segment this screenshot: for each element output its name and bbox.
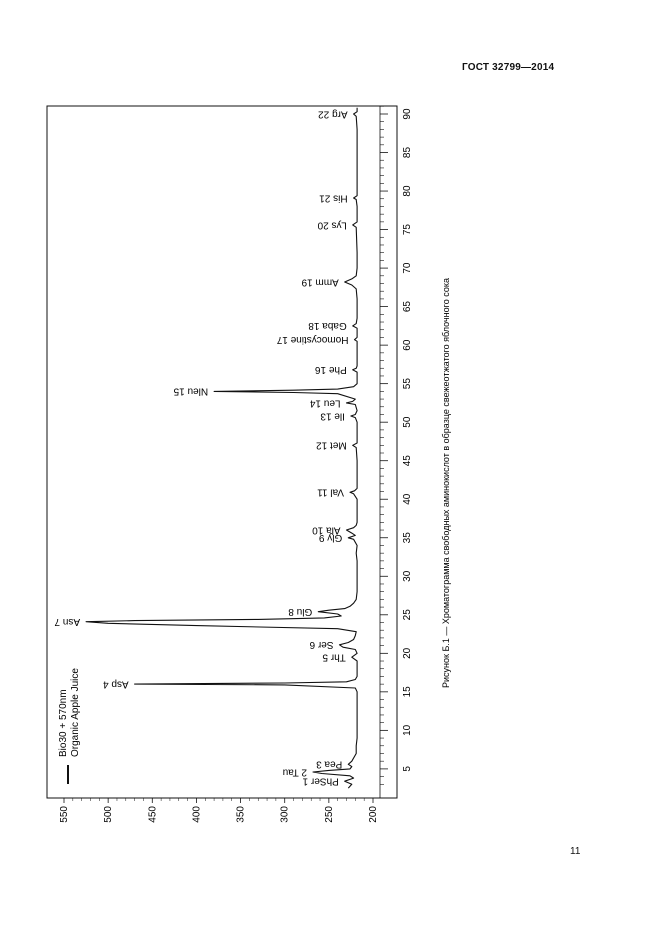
- peak-label-21: Arg 22: [318, 108, 348, 120]
- y-tick-label-350: 350: [235, 806, 247, 823]
- peak-label-1: 2 Tau: [282, 766, 307, 778]
- x-tick-label-35: 35: [402, 532, 413, 544]
- axis-ticks-group: [59, 106, 413, 822]
- plot-frame: [47, 106, 397, 798]
- x-tick-label-75: 75: [402, 224, 413, 236]
- x-tick-label-65: 65: [402, 301, 413, 313]
- y-tick-label-450: 450: [147, 806, 159, 823]
- peak-label-12: Ile 13: [320, 410, 345, 422]
- y-tick-label-550: 550: [59, 806, 70, 823]
- x-tick-label-80: 80: [402, 185, 413, 197]
- x-tick-label-45: 45: [402, 455, 413, 467]
- peak-label-13: Leu 14: [309, 397, 341, 409]
- x-tick-label-15: 15: [402, 686, 413, 698]
- peak-label-6: Asn 7: [54, 616, 81, 628]
- x-tick-label-25: 25: [402, 609, 413, 621]
- x-tick-label-70: 70: [402, 262, 413, 274]
- x-tick-label-10: 10: [402, 724, 413, 736]
- peak-label-11: Met 12: [316, 439, 347, 451]
- x-tick-label-5: 5: [402, 766, 413, 772]
- peak-label-17: Gaba 18: [308, 320, 347, 332]
- x-tick-label-30: 30: [402, 570, 413, 582]
- legend-entry-1: Organic Apple Juice: [70, 668, 81, 757]
- peak-label-4: Thr 5: [322, 651, 346, 663]
- legend-entry-0: Bio30 + 570nm: [58, 689, 69, 757]
- peak-label-0: PhSer 1: [302, 775, 339, 787]
- peak-label-3: Asp 4: [103, 678, 129, 690]
- peak-label-18: Amm 19: [301, 276, 339, 288]
- peak-label-16: Homocystine 17: [276, 334, 349, 346]
- peak-label-7: Glu 8: [288, 606, 313, 618]
- x-tick-label-50: 50: [402, 416, 413, 428]
- x-tick-label-60: 60: [402, 339, 413, 351]
- peak-label-10: Val 11: [317, 486, 345, 498]
- page-number: 11: [570, 846, 581, 857]
- x-tick-label-20: 20: [402, 647, 413, 659]
- y-tick-label-200: 200: [368, 806, 379, 823]
- peak-label-19: Lys 20: [317, 219, 347, 231]
- y-tick-label-250: 250: [323, 806, 335, 823]
- y-tick-label-300: 300: [279, 806, 291, 823]
- peak-label-5: Ser 6: [309, 639, 334, 651]
- peak-label-20: His 21: [319, 192, 348, 204]
- x-tick-label-55: 55: [402, 378, 413, 390]
- x-tick-label-85: 85: [402, 146, 413, 159]
- standard-number: ГОСТ 32799—2014: [462, 62, 555, 73]
- plot-frame-group: [47, 106, 397, 798]
- peak-label-14: Nleu 15: [173, 385, 209, 397]
- peak-label-2: Pea 3: [316, 758, 343, 770]
- y-tick-label-500: 500: [103, 806, 115, 823]
- peak-label-15: Phe 16: [314, 364, 347, 376]
- x-tick-label-40: 40: [402, 493, 413, 505]
- peak-label-8: Gly 9: [318, 532, 343, 544]
- x-tick-label-90: 90: [402, 108, 413, 120]
- peak-label-9: Ala 10: [312, 524, 341, 536]
- y-tick-label-400: 400: [191, 806, 203, 823]
- legend: [58, 668, 81, 784]
- figure-caption: Рисунок Б.1 — Хроматограмма свободных аминокислот в образце свежеотжатого яблочного сока: [441, 278, 451, 688]
